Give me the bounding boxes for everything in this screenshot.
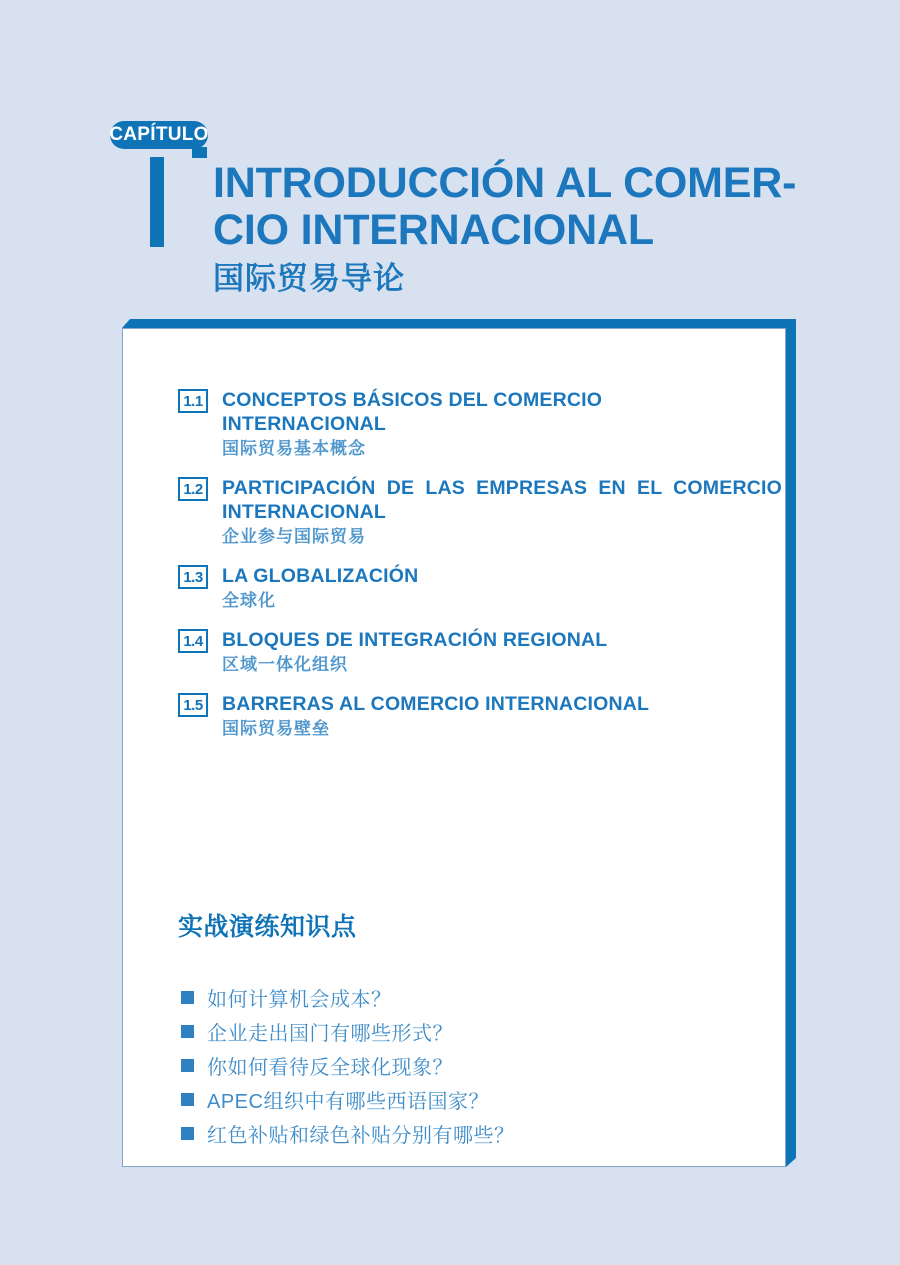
toc-item-1-4 [178, 628, 745, 675]
chapter-badge-label: CAPÍTULO [109, 124, 209, 145]
chapter-badge-tail [192, 147, 207, 158]
toc-item-number: 1.1 [178, 389, 208, 413]
toc-item-number: 1.2 [178, 477, 208, 501]
toc-item-title: BLOQUES DE INTEGRACIÓN REGIONAL [222, 629, 608, 651]
toc-item-number: 1.5 [178, 693, 208, 717]
practice-item [181, 1116, 745, 1150]
practice-item [181, 1014, 745, 1048]
chapter-title-line1: INTRODUCCIÓN AL COMER- [213, 159, 797, 207]
chapter-title-zh: 国际贸易导论 [213, 261, 405, 296]
bullet-square-icon [181, 991, 194, 1004]
toc-item-subtitle: 企业参与国际贸易 [222, 527, 366, 546]
bullet-square-icon [181, 1093, 194, 1106]
toc-item-number: 1.3 [178, 565, 208, 589]
toc-item-number: 1.4 [178, 629, 208, 653]
chapter-number-bar [150, 157, 164, 247]
practice-list [181, 980, 745, 1150]
practice-item [181, 980, 745, 1014]
toc-item-subtitle: 区域一体化组织 [222, 655, 348, 674]
bullet-square-icon [181, 1059, 194, 1072]
toc-item-title: CONCEPTOS BÁSICOS DEL COMERCIO INTERNACIONAL [222, 389, 603, 435]
bullet-square-icon [181, 1127, 194, 1140]
practice-item [181, 1048, 745, 1082]
practice-item-text: 你如何看待反全球化现象？ [207, 1056, 453, 1079]
practice-item-text: 企业走出国门有哪些形式？ [207, 1022, 453, 1045]
toc-item-1-2 [178, 476, 782, 547]
toc-item-title: LA GLOBALIZACIÓN [222, 565, 419, 587]
practice-heading: 实战演练知识点 [178, 913, 357, 941]
practice-item [181, 1082, 745, 1116]
chapter-title-line2: CIO INTERNACIONAL [213, 206, 654, 254]
toc-item-title: BARRERAS AL COMERCIO INTERNACIONAL [222, 693, 650, 715]
toc-item-1-1 [178, 388, 745, 459]
toc-item-subtitle: 国际贸易基本概念 [222, 439, 366, 458]
bullet-square-icon [181, 1025, 194, 1038]
toc-item-1-3 [178, 564, 745, 611]
practice-item-text: 红色补贴和绿色补贴分别有哪些？ [207, 1124, 515, 1147]
toc-item-subtitle: 全球化 [222, 591, 276, 610]
content-panel [122, 328, 786, 1167]
chapter-title [213, 160, 893, 254]
toc-item-1-5 [178, 692, 745, 739]
practice-item-text: APEC组织中有哪些西语国家？ [207, 1090, 489, 1113]
chapter-badge [110, 121, 208, 149]
toc-item-title: PARTICIPACIÓN DE LAS EMPRESAS EN EL COMERCIO INTERNACIONAL [222, 477, 782, 523]
practice-item-text: 如何计算机会成本？ [207, 988, 392, 1011]
toc-item-subtitle: 国际贸易壁垒 [222, 719, 330, 738]
